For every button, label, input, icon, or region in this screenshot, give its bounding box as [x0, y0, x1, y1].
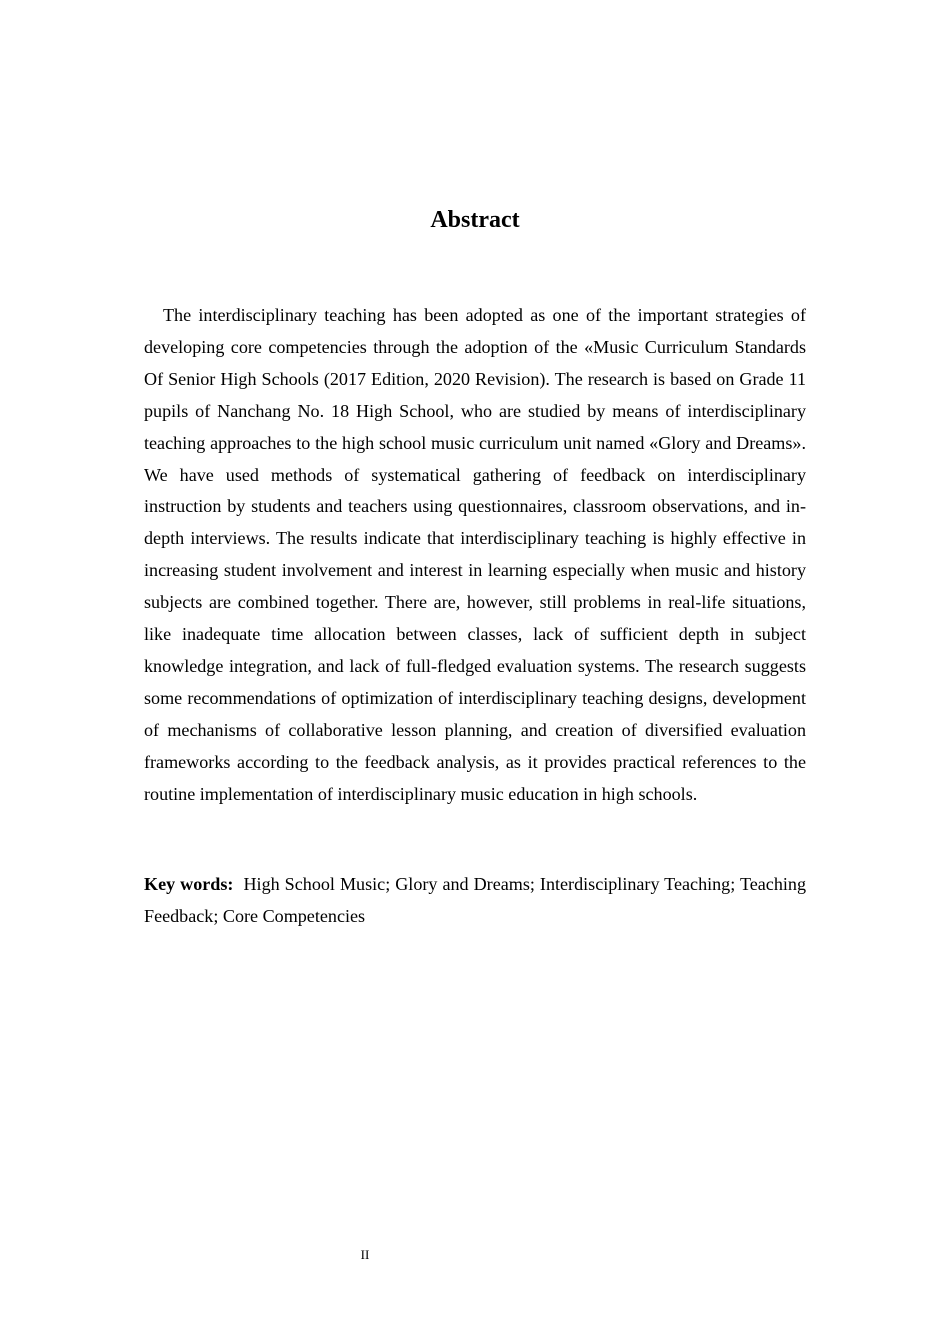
page-title: Abstract: [430, 207, 520, 233]
keywords-paragraph: [144, 869, 806, 933]
keywords-list: High School Music; Glory and Dreams; Interdisciplinary Teaching; Teaching Feedback; Core Competencies: [144, 874, 806, 926]
abstract-paragraph: The interdisciplinary teaching has been adopted as one of the important strategies of developing core competencies through the adoption of the «Music Curriculum Standards Of Senior High Schools (2017 Edition, 2020 Revision). The research is based on Grade 11 pupils of Nanchang No. 18 High School, who are studied by means of interdisciplinary teaching approaches to the high school music curriculum unit named «Glory and Dreams». We have used methods of systematical gathering of feedback on interdisciplinary instruction by students and teachers using questionnaires, classroom observations, and in-depth interviews. The results indicate that interdisciplinary teaching is highly effective in increasing student involvement and interest in learning especially when music and history subjects are combined together. There are, however, still problems in real-life situations, like inadequate time allocation between classes, lack of sufficient depth in subject knowledge integration, and lack of full-fledged evaluation systems. The research suggests some recommendations of optimization of interdisciplinary teaching designs, development of mechanisms of collaborative lesson planning, and creation of diversified evaluation frameworks according to the feedback analysis, as it provides practical references to the routine implementation of interdisciplinary music education in high schools.: [144, 305, 806, 804]
keywords-label: Key words:: [144, 874, 234, 894]
page-number: II: [360, 1247, 370, 1262]
